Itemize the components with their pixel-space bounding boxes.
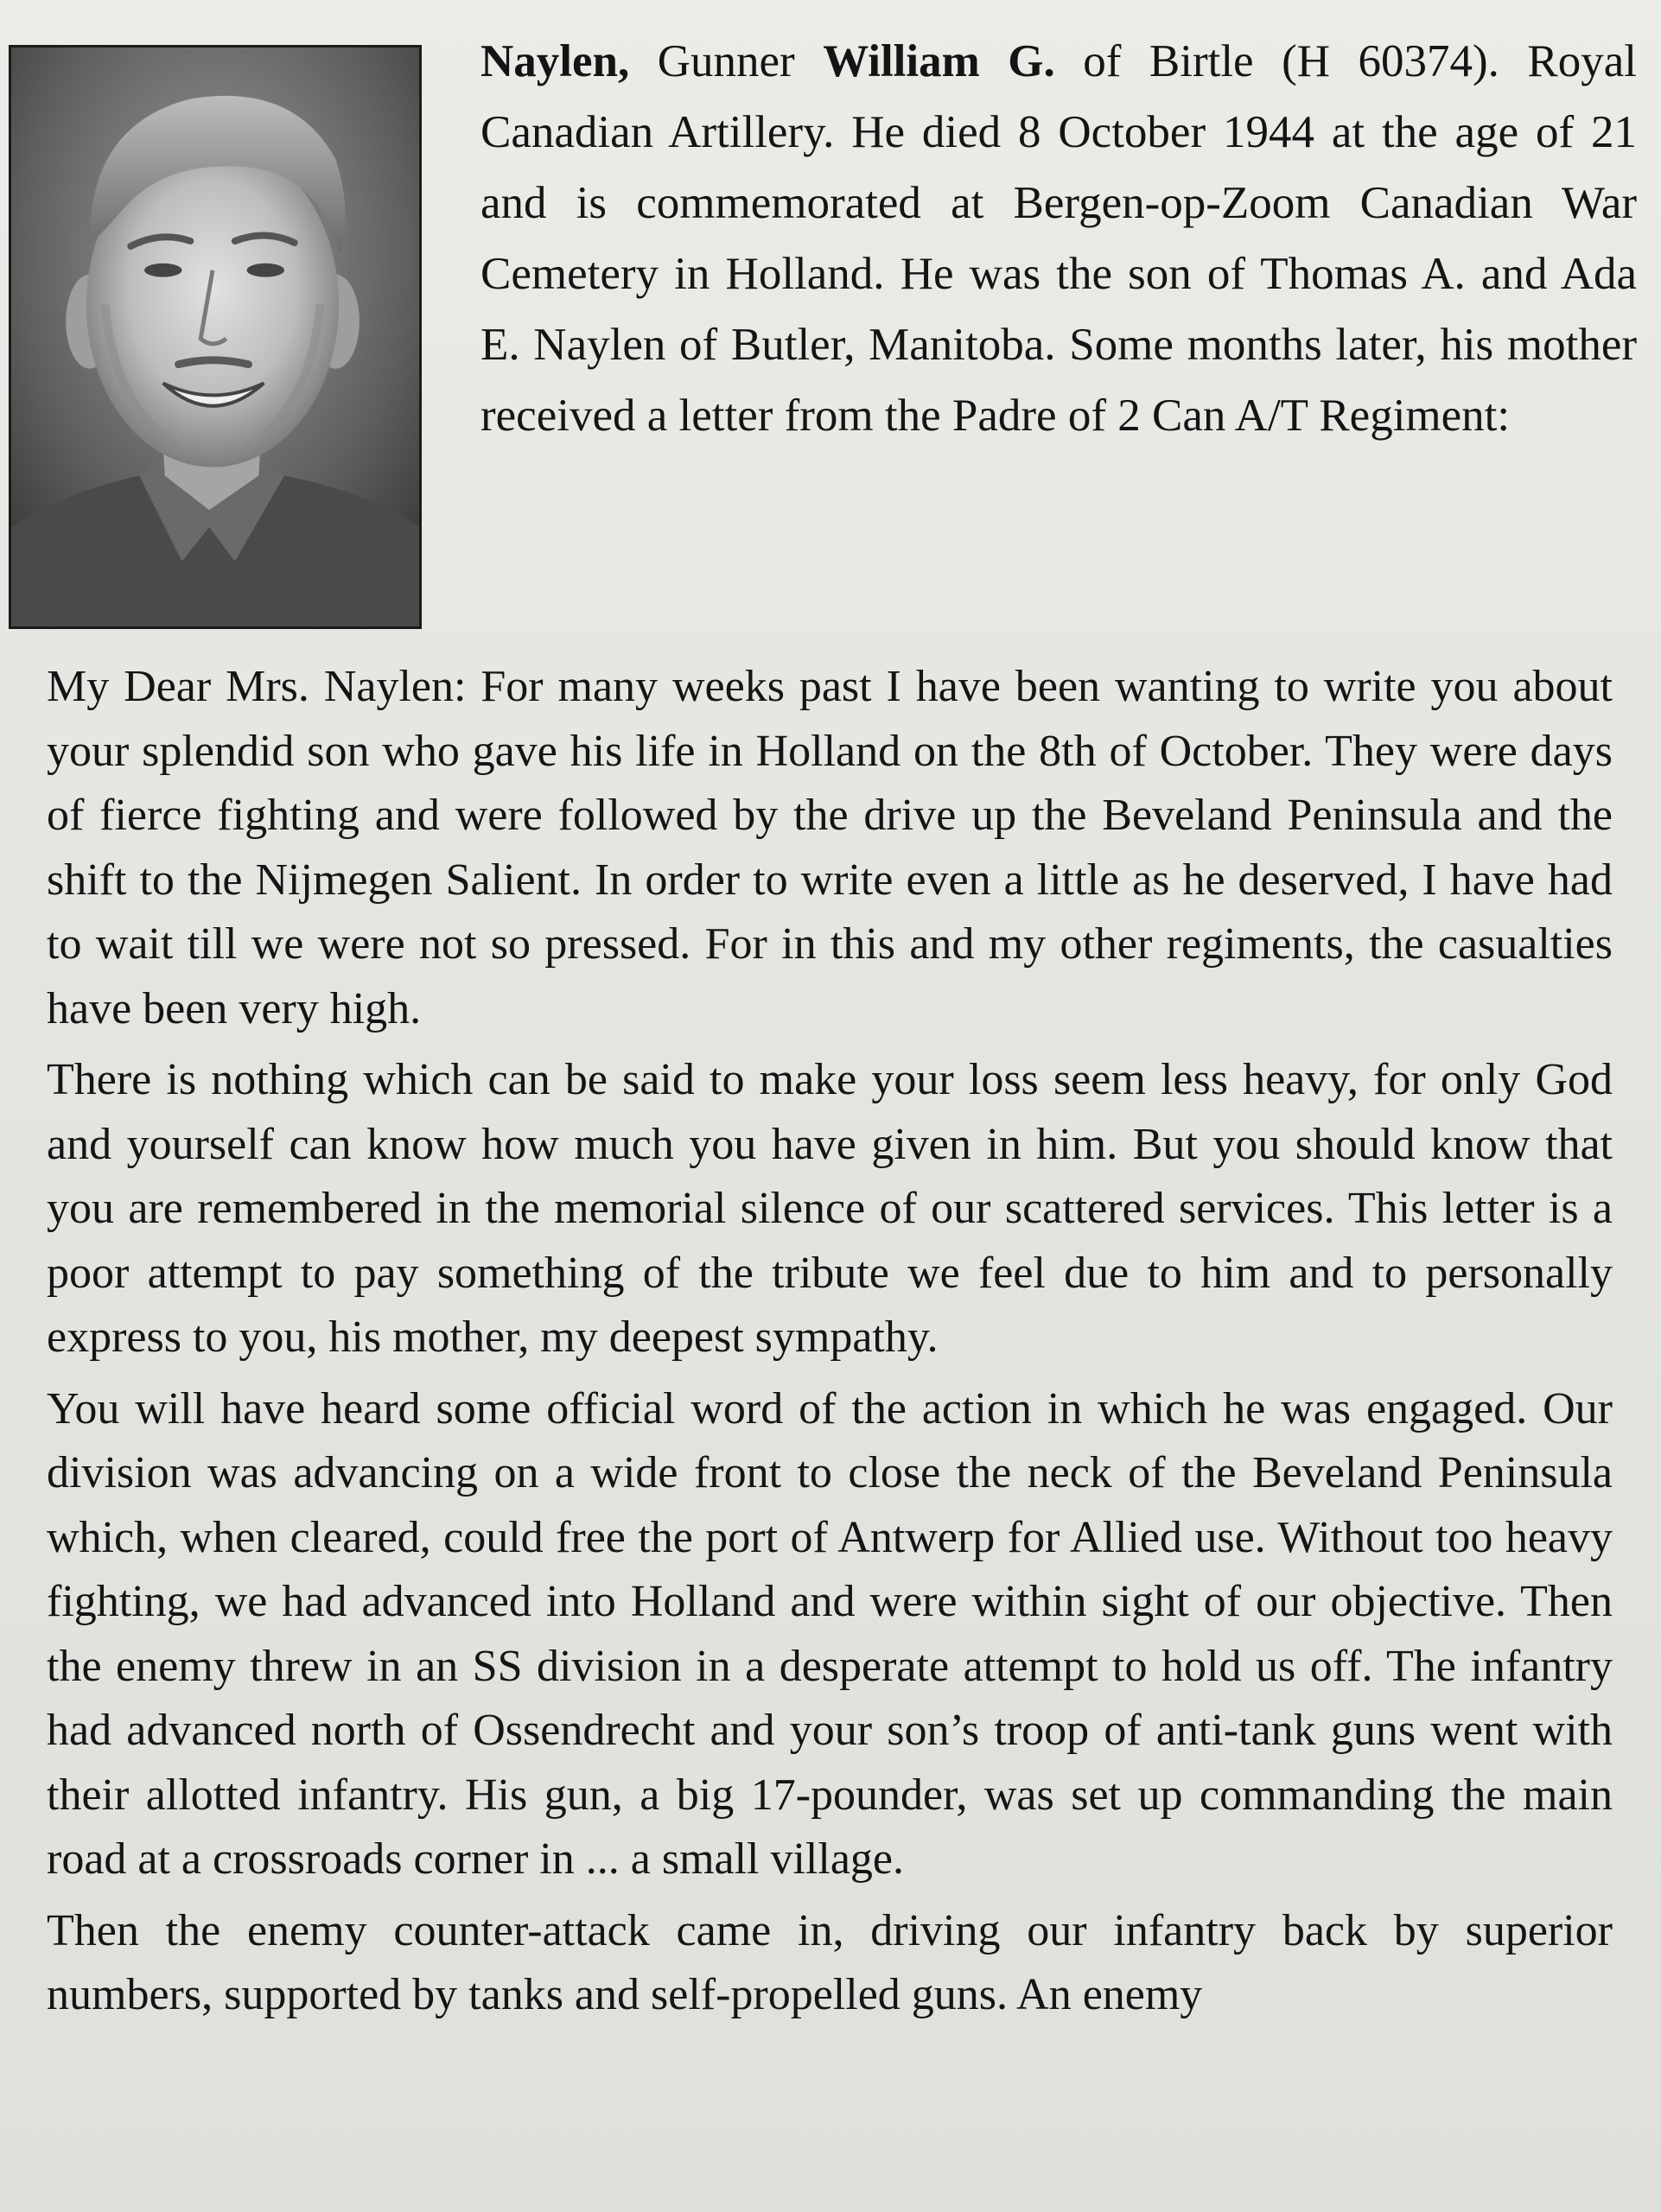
entry-intro: [480, 26, 1637, 451]
entry-intro-text: of Birtle (H 60374). Royal Canadian Artillery. He died 8 October 1944 at the age of 21 and is commemorated at Bergen-op-Zoom Canadian War Cemetery in Holland. He was the son of Thomas A. and Ada E. Naylen of Butler, Manitoba. Some months later, his mother received a letter from the Padre of 2 Can A/T Regiment:: [480, 36, 1637, 441]
entry-rank: Gunner: [629, 36, 824, 86]
letter-paragraph: There is nothing which can be said to make your loss seem less heavy, for only God and yourself can know how much you have given in him. But you should know that you are remembered in the memorial silence of our scattered services. This letter is a poor attempt to pay something of the tribute we feel due to him and to personally express to you, his mother, my deepest sympathy.: [47, 1055, 1613, 1362]
letter-paragraph: Then the enemy counter-attack came in, driving our infantry back by superior numbers, supported by tanks and self-propelled guns. An enemy: [47, 1905, 1613, 2019]
portrait-photo: [9, 45, 422, 629]
entry-given-names: William G.: [823, 36, 1055, 86]
letter-paragraph: My Dear Mrs. Naylen: For many weeks past I have been wanting to write you about your splendid son who gave his life in Holland on the 8th of October. They were days of fierce fighting and were followed by the drive up the Beveland Peninsula and the shift to the Nijmegen Salient. In order to write even a little as he deserved, I have had to wait till we were not so pressed. For in this and my other regiments, the casualties have been very high.: [47, 662, 1613, 1033]
portrait-image: [11, 48, 419, 626]
entry-surname: Naylen,: [480, 36, 630, 86]
letter-paragraph: You will have heard some official word of the action in which he was engaged. Our division was advancing on a wide front to close the neck of the Beveland Peninsula which, when cleared, could free the port of Antwerp for Allied use. Without too heavy fighting, we had advanced into Holland and were within sight of our objective. Then the enemy threw in an SS division in a desperate attempt to hold us off. The infantry had advanced north of Ossendrecht and your son’s troop of anti-tank guns went with their allotted infantry. His gun, a big 17-pounder, was set up commanding the main road at a crossroads corner in ... a small village.: [47, 1383, 1613, 1884]
padre-letter: [47, 655, 1613, 2035]
